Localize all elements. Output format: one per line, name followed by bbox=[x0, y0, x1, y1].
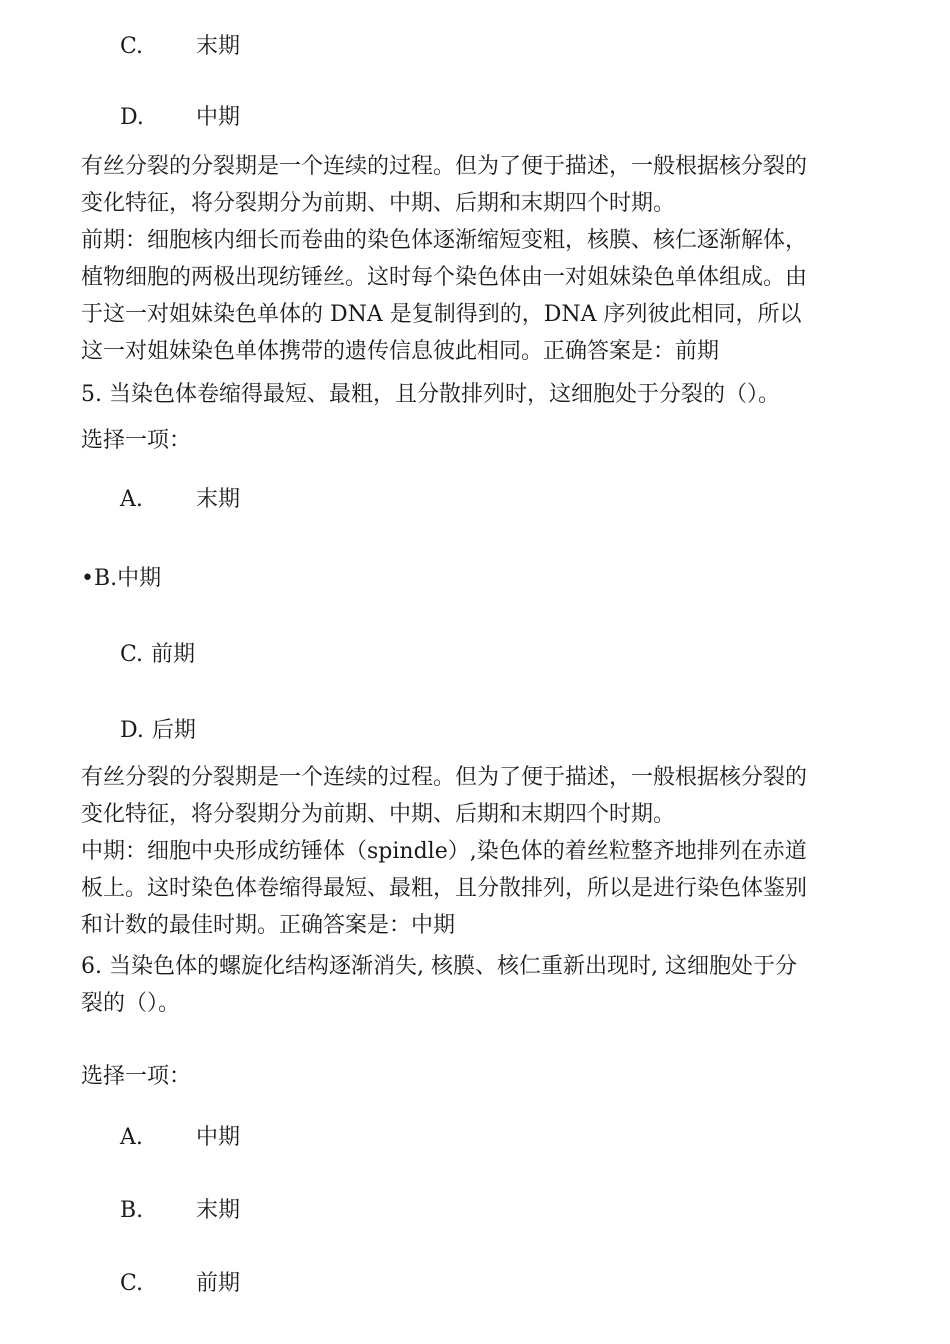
question-line: 6. 当染色体的螺旋化结构逐渐消失, 核膜、核仁重新出现时, 这细胞处于分 bbox=[81, 954, 797, 979]
option-letter: A. bbox=[120, 1125, 143, 1150]
option-letter: C. bbox=[120, 1271, 144, 1296]
option-letter: C. bbox=[120, 34, 144, 59]
q5-option-b-selected[interactable] bbox=[81, 563, 161, 595]
q4-option-d[interactable] bbox=[120, 102, 240, 134]
option-text: 末期 bbox=[196, 34, 241, 59]
q6-option-a[interactable] bbox=[120, 1122, 240, 1154]
q5-option-a[interactable] bbox=[120, 484, 240, 516]
option-text: 前期 bbox=[196, 1271, 241, 1296]
explanation-line: 中期：细胞中央形成纺锤体（spindle）,染色体的着丝粒整齐地排列在赤道 bbox=[81, 839, 807, 864]
option-text: 末期 bbox=[196, 1198, 241, 1223]
explanation-line: 于这一对姐妹染色单体的 DNA 是复制得到的，DNA 序列彼此相同，所以 bbox=[81, 302, 802, 327]
q5-question: 5. 当染色体卷缩得最短、最粗，且分散排列时，这细胞处于分裂的（）。 bbox=[81, 382, 780, 407]
q5-select-prompt: 选择一项： bbox=[81, 428, 192, 453]
option-letter: C. bbox=[120, 642, 144, 667]
option-letter: D. bbox=[120, 105, 144, 130]
q4-explanation bbox=[81, 148, 881, 370]
explanation-line: 和计数的最佳时期。正确答案是：中期 bbox=[81, 913, 456, 938]
explanation-line: 这一对姐妹染色单体携带的遗传信息彼此相同。正确答案是：前期 bbox=[81, 339, 720, 364]
explanation-line: 有丝分裂的分裂期是一个连续的过程。但为了便于描述，一般根据核分裂的 bbox=[81, 154, 808, 179]
option-text: 中期 bbox=[196, 1125, 241, 1150]
option-letter: A. bbox=[120, 487, 143, 512]
q6-option-b[interactable] bbox=[120, 1195, 240, 1227]
option-text: 末期 bbox=[196, 487, 241, 512]
explanation-line: 变化特征，将分裂期分为前期、中期、后期和末期四个时期。 bbox=[81, 802, 676, 827]
explanation-line: 有丝分裂的分裂期是一个连续的过程。但为了便于描述，一般根据核分裂的 bbox=[81, 765, 808, 790]
q6-select-prompt: 选择一项： bbox=[81, 1064, 192, 1089]
q5-option-c[interactable] bbox=[120, 639, 195, 671]
explanation-line: 前期：细胞核内细长而卷曲的染色体逐渐缩短变粗，核膜、核仁逐渐解体， bbox=[81, 228, 808, 253]
option-text: 中期 bbox=[117, 566, 162, 591]
option-text: 前期 bbox=[151, 642, 196, 667]
option-letter: •B. bbox=[81, 566, 118, 591]
option-letter: B. bbox=[120, 1198, 144, 1223]
explanation-line: 植物细胞的两极出现纺锤丝。这时每个染色体由一对姐妹染色单体组成。由 bbox=[81, 265, 808, 290]
q6-question bbox=[81, 948, 881, 1022]
explanation-line: 变化特征，将分裂期分为前期、中期、后期和末期四个时期。 bbox=[81, 191, 676, 216]
question-line: 裂的（）。 bbox=[81, 991, 181, 1016]
option-letter: D. bbox=[120, 718, 144, 743]
option-text: 中期 bbox=[196, 105, 241, 130]
option-text: 后期 bbox=[151, 718, 196, 743]
q4-option-c[interactable] bbox=[120, 31, 240, 63]
q6-option-c[interactable] bbox=[120, 1268, 240, 1300]
q5-option-d[interactable] bbox=[120, 715, 196, 747]
explanation-line: 板上。这时染色体卷缩得最短、最粗，且分散排列，所以是进行染色体鉴别 bbox=[81, 876, 808, 901]
q5-explanation bbox=[81, 759, 881, 944]
